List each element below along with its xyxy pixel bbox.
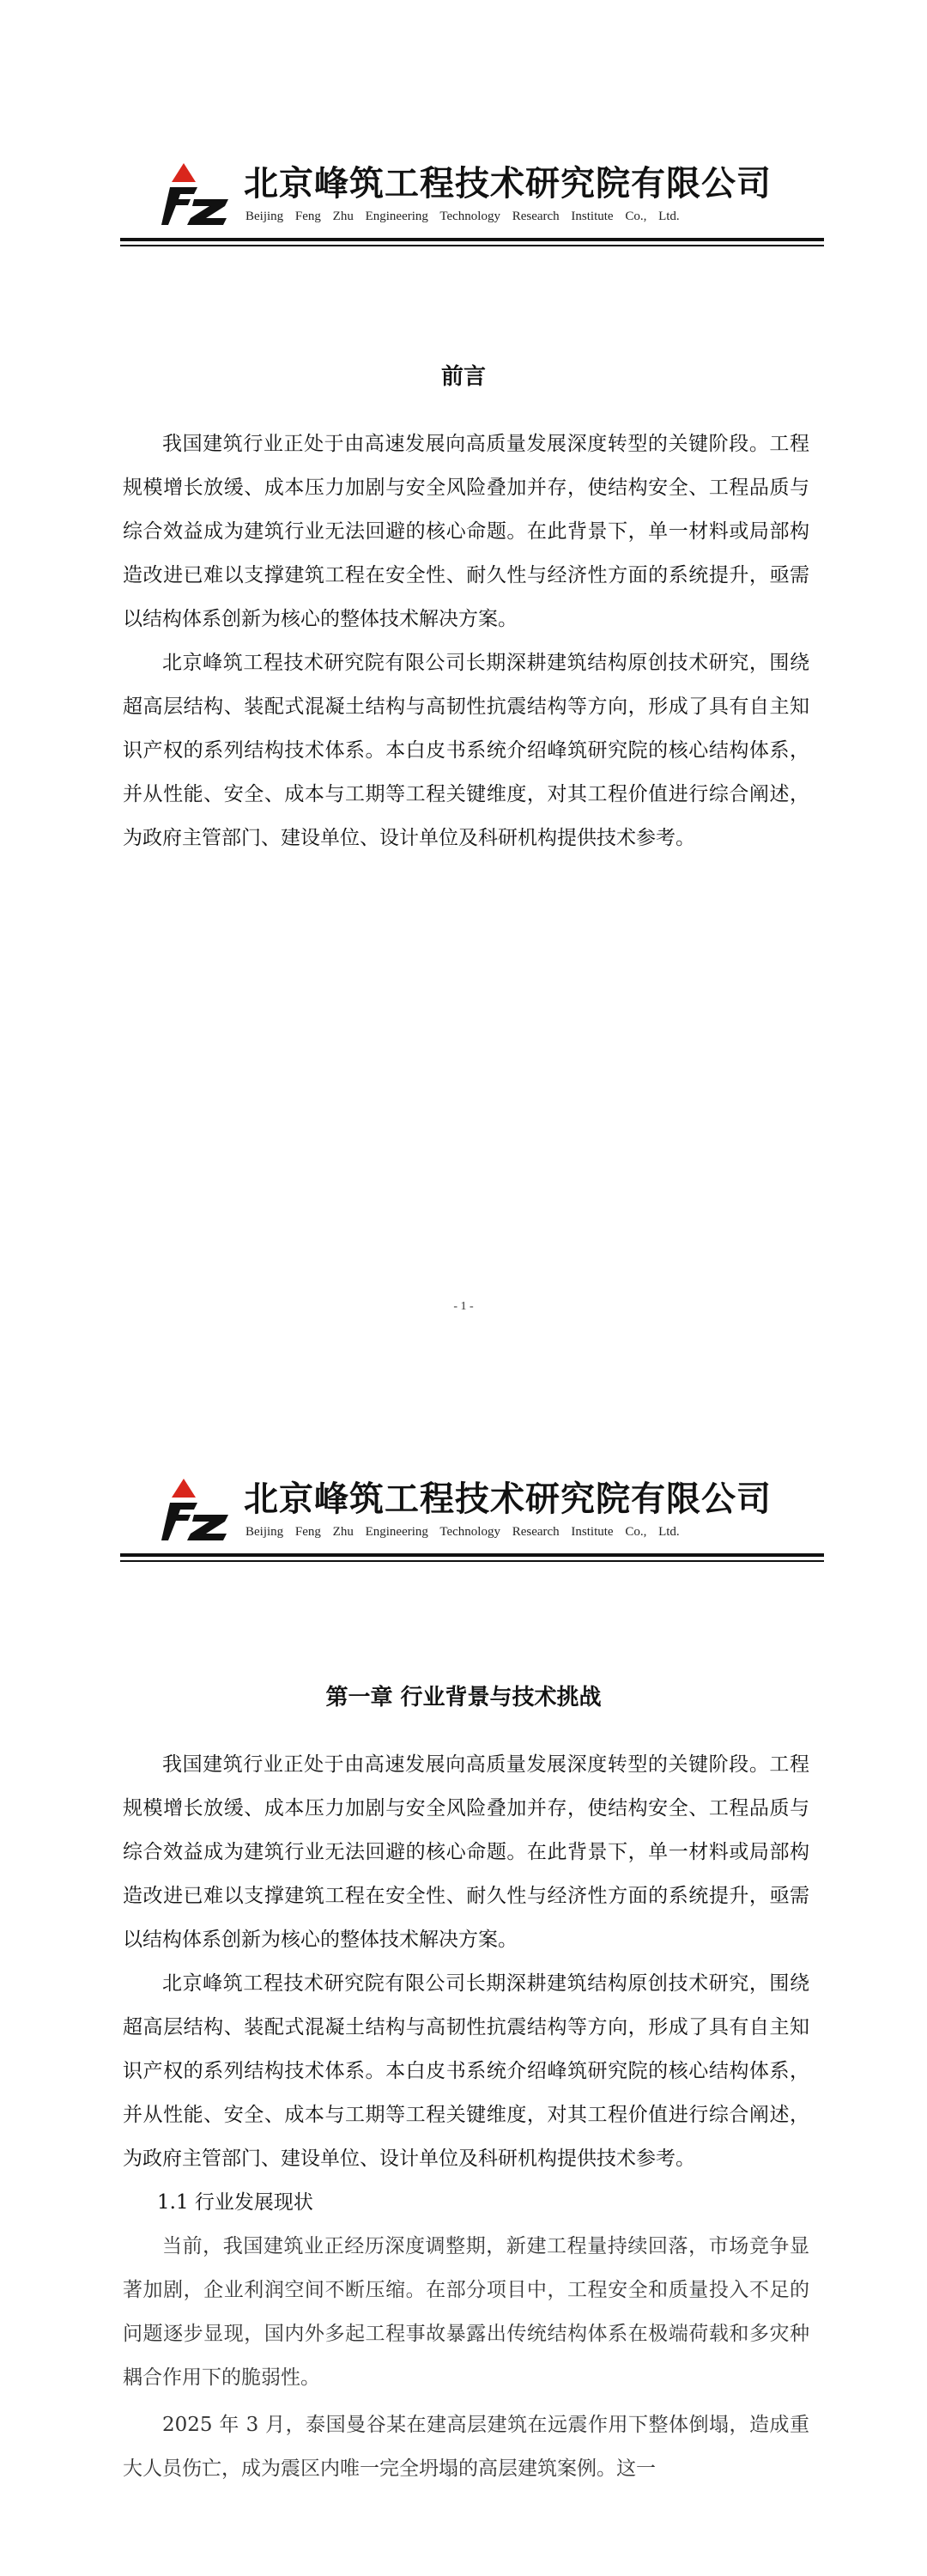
header-rule xyxy=(120,1553,824,1565)
section-heading: 1.1 行业发展现状 xyxy=(157,2191,313,2214)
page-title: 前言 xyxy=(440,364,486,390)
paragraph: 我国建筑行业正处于由高速发展向高质量发展深度转型的关键阶段。工程规模增长放缓、成本压力加剧与安全风险叠加并存，使结构安全、工程品质与综合效益成为建筑行业无法回避的核心命题。在此背景下，单一材料或局部构造改进已难以支撑建筑工程在安全性、耐久性与经济性方面的系统提升，亟需以结构体系创新为核心的整体技术解决方案。 xyxy=(123,433,809,630)
company-name-en: Beijing Feng Zhu Engineering Technology Research Institute Co., Ltd. xyxy=(245,1525,680,1539)
paragraph: 我国建筑行业正处于由高速发展向高质量发展深度转型的关键阶段。工程规模增长放缓、成本压力加剧与安全风险叠加并存，使结构安全、工程品质与综合效益成为建筑行业无法回避的核心命题。在此背景下，单一材料或局部构造改进已难以支撑建筑工程在安全性、耐久性与经济性方面的系统提升，亟需以结构体系创新为核心的整体技术解决方案。 xyxy=(123,1753,809,1951)
paragraph: 北京峰筑工程技术研究院有限公司长期深耕建筑结构原创技术研究，围绕超高层结构、装配式混凝土结构与高韧性抗震结构等方向，形成了具有自主知识产权的系列结构技术体系。本白皮书系统介绍峰筑研究院的核心结构体系，并从性能、安全、成本与工期等工程关键维度，对其工程价值进行综合阐述，为政府主管部门、建设单位、设计单位及科研机构提供技术参考。 xyxy=(123,652,809,849)
header-rule-thick xyxy=(120,1553,824,1557)
paragraph: 2025 年 3 月，泰国曼谷某在建高层建筑在远震作用下整体倒塌，造成重大人员伤亡，成为震区内唯一完全坍塌的高层建筑案例。这一 xyxy=(123,2414,809,2480)
paragraph: 当前，我国建筑业正经历深度调整期，新建工程量持续回落，市场竞争显著加剧，企业利润空间不断压缩。在部分项目中，工程安全和质量投入不足的问题逐步显现，国内外多起工程事故暴露出传统结构体系在极端荷载和多灾种耦合作用下的脆弱性。 xyxy=(123,2235,809,2389)
company-name-en: Beijing Feng Zhu Engineering Technology Research Institute Co., Ltd. xyxy=(245,210,680,223)
header-rule-thin xyxy=(120,245,824,246)
company-logo-icon xyxy=(158,1477,235,1544)
letterhead xyxy=(120,153,824,273)
header-rule-thin xyxy=(120,1560,824,1562)
paragraph: 北京峰筑工程技术研究院有限公司长期深耕建筑结构原创技术研究，围绕超高层结构、装配式混凝土结构与高韧性抗震结构等方向，形成了具有自主知识产权的系列结构技术体系。本白皮书系统介绍峰筑研究院的核心结构体系，并从性能、安全、成本与工期等工程关键维度，对其工程价值进行综合阐述，为政府主管部门、建设单位、设计单位及科研机构提供技术参考。 xyxy=(123,1972,809,2170)
header-rule-thick xyxy=(120,238,824,241)
company-name-cn: 北京峰筑工程技术研究院有限公司 xyxy=(244,164,772,204)
body-text xyxy=(123,422,809,860)
chapter-title: 第一章 行业背景与技术挑战 xyxy=(325,1685,602,1710)
company-logo-icon xyxy=(158,161,235,228)
letterhead xyxy=(120,1468,824,1589)
page-2 xyxy=(0,1340,927,2576)
header-rule xyxy=(120,238,824,250)
company-name-cn: 北京峰筑工程技术研究院有限公司 xyxy=(244,1479,772,1519)
body-text xyxy=(123,1743,809,2494)
page-number: - 1 - xyxy=(453,1300,474,1313)
